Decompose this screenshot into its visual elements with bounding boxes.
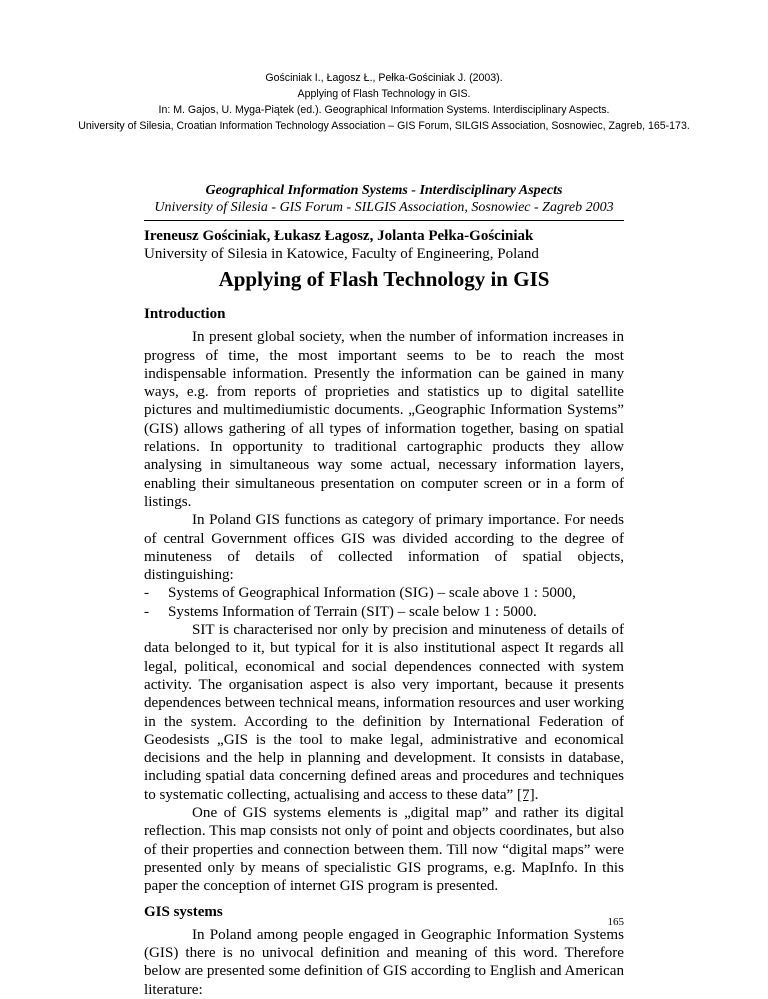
list-bullet: - [144, 603, 150, 620]
paragraph [144, 621, 624, 804]
list-bullet: - [144, 585, 150, 602]
section-heading-gis-systems: GIS systems [144, 903, 223, 920]
citation-block [0, 70, 768, 134]
header-divider [144, 220, 624, 221]
paragraph: In present global society, when the number of information increases in progress of time, the most important seems to be to reach the most indispensable information. Presently the information can be gained in many ways, e.g. from reports of proprieties and statistics up to digital satellite pictures and multimediumistic documents. „Geographic Information Systems” (GIS) allows gathering of all types of information together, basing on spatial relations. In opportunity to traditional cartographic products they allow analysing in simultaneous way some actual, necessary information layers, enabling their simultaneous presentation on computer screen or in a form of listings. [144, 329, 624, 510]
paragraph: In Poland among people engaged in Geographic Information Systems (GIS) there is no univocal definition and meaning of this word. Therefore below are presented some definition of GIS according to English and American literature: [144, 926, 624, 998]
paper-title: Applying of Flash Technology in GIS [218, 267, 550, 291]
reference-link[interactable]: [7] [517, 786, 535, 803]
paper-body [144, 305, 624, 999]
author-names: Ireneusz Gościniak, Łukasz Łagosz, Jolanta Pełka-Gościniak [144, 228, 534, 244]
list-item-text: Systems Information of Terrain (SIT) – scale below 1 : 5000. [168, 603, 537, 620]
citation-editors: In: M. Gajos, U. Myga-Piątek (ed.). Geographical Information Systems. Interdisciplinary Aspects. [158, 104, 610, 116]
journal-title: Geographical Information Systems - Interdisciplinary Aspects [205, 183, 563, 198]
page-number: 165 [607, 916, 624, 928]
citation-authors: Gościniak I., Łagosz Ł., Pełka-Gościniak J. (2003). [265, 72, 503, 84]
journal-subtitle: University of Silesia - GIS Forum - SILGIS Association, Sosnowiec - Zagreb 2003 [154, 200, 614, 215]
section-heading-introduction: Introduction [144, 306, 226, 322]
journal-header [144, 182, 624, 216]
list-item [144, 603, 624, 621]
list-item-text: Systems of Geographical Information (SIG) – scale above 1 : 5000, [168, 585, 576, 602]
paragraph-text: SIT is characterised nor only by precision and minuteness of details of data belonged to it, but typical for it is also institutional aspect It regards all legal, political, economical and social dependences connected with system activity. The organisation aspect is also very important, because it presents dependences between technical means, information resources and user working in the system. According to the definition by International Federation of Geodesists „GIS is the tool to make legal, administrative and economical decisions and the help in planning and development. It consists in database, including spatial data concerning defined areas and procedures and techniques to systematic collecting, actualising and access to these data” [144, 622, 624, 803]
paragraph: One of GIS systems elements is „digital map” and rather its digital reflection. This map consists not only of point and objects coordinates, but also of their properties and connection between them. Till now “digital maps” were presented only by means of specialistic GIS programs, e.g. MapInfo. In this paper the conception of internet GIS program is presented. [144, 805, 624, 895]
citation-publisher: University of Silesia, Croatian Information Technology Association – GIS Forum, SILGIS Association, Sosnowiec, Zagreb, 165-173. [78, 120, 690, 132]
paragraph: In Poland GIS functions as category of primary importance. For needs of central Government offices GIS was divided according to the degree of minuteness of details of collected information of spatial objects, distinguishing: [144, 512, 624, 584]
paragraph-end: . [534, 786, 539, 803]
author-affiliation: University of Silesia in Katowice, Faculty of Engineering, Poland [144, 246, 539, 262]
author-block [144, 227, 624, 263]
list-item [144, 584, 624, 602]
citation-title: Applying of Flash Technology in GIS. [297, 88, 471, 100]
